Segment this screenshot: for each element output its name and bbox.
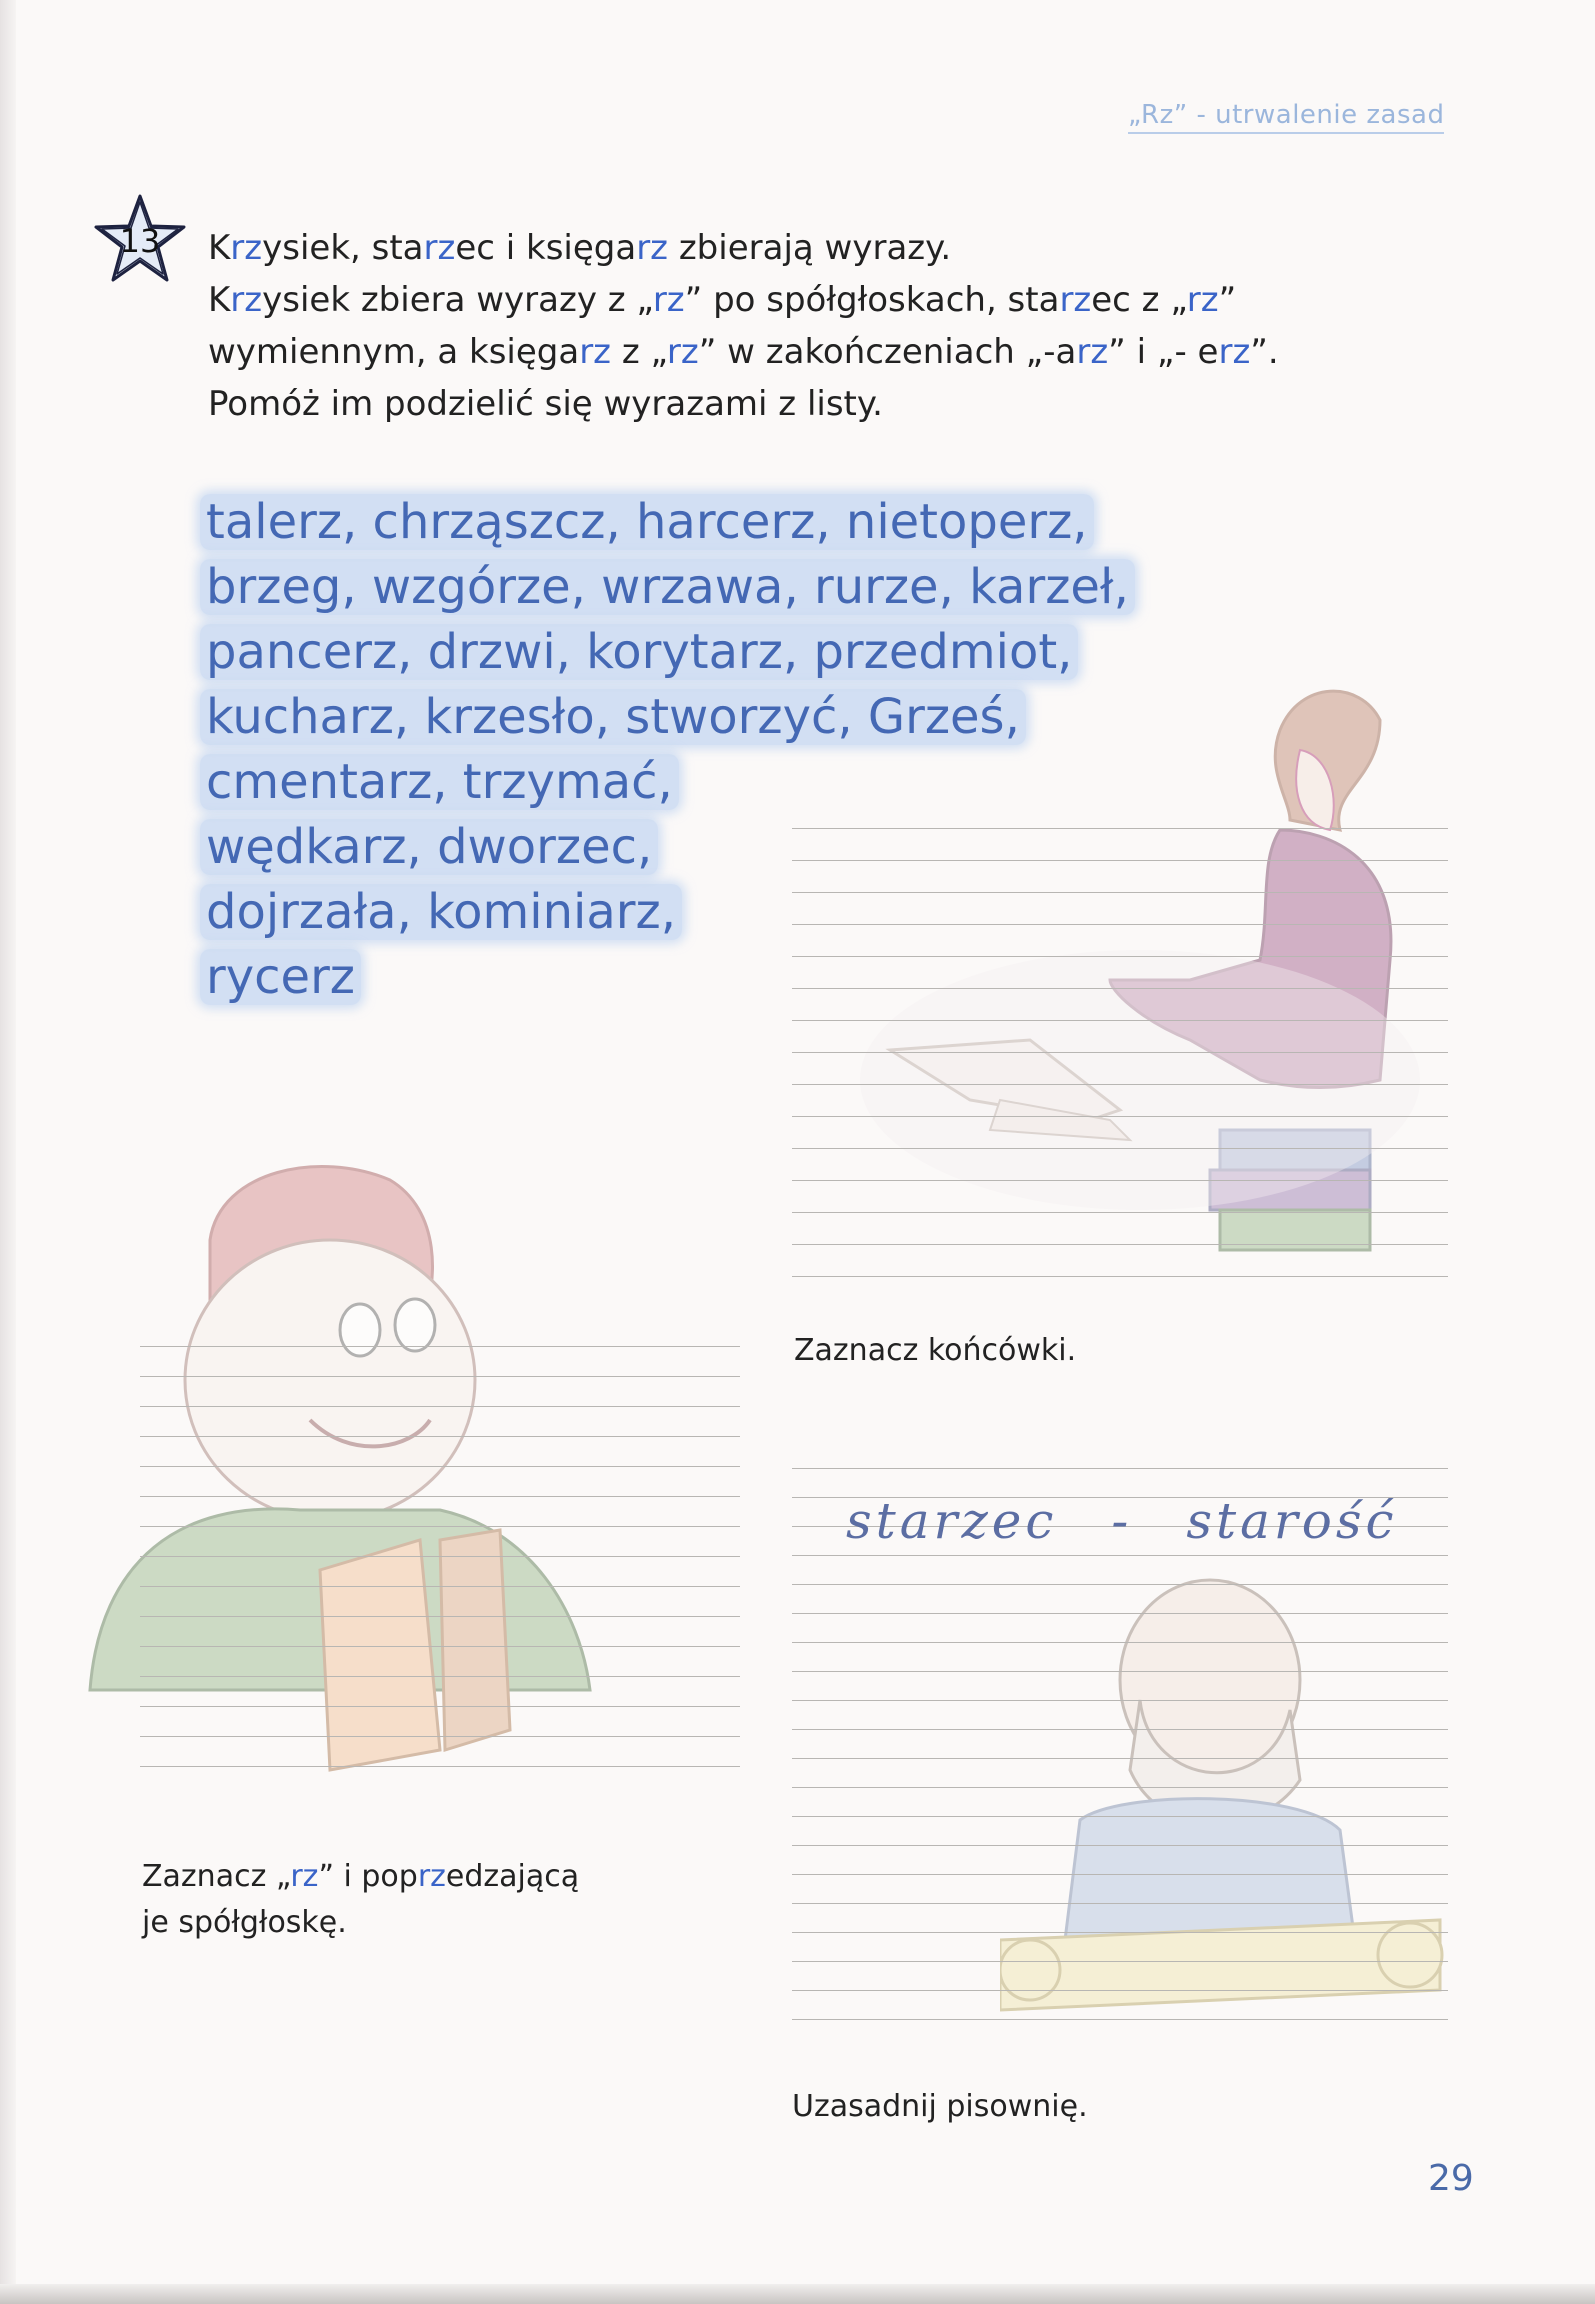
- instruction-line: [208, 326, 1279, 378]
- text-segment: ” w zakończeniach „-a: [698, 332, 1077, 372]
- word-list-text: brzeg, wzgórze, wrzawa, rurze, karzeł,: [200, 559, 1135, 615]
- word-list-text: rycerz: [200, 949, 361, 1005]
- example-dash: -: [1111, 1492, 1133, 1550]
- text-segment: K: [208, 280, 231, 320]
- highlighted-rz: rz: [290, 1859, 319, 1894]
- word-list-line: [200, 555, 1135, 620]
- highlighted-rz: rz: [230, 228, 263, 268]
- text-segment: ysiek, sta: [262, 228, 424, 268]
- word-list-text: talerz, chrząszcz, harcerz, nietoperz,: [200, 494, 1094, 550]
- caption-consonant-line: [142, 1854, 579, 1900]
- page-bottom-edge: [0, 2284, 1595, 2304]
- writing-lines-right-top: [792, 828, 1448, 1277]
- instruction-line: [208, 274, 1279, 326]
- text-segment: ”: [1218, 280, 1237, 320]
- word-list-text: cmentarz, trzymać,: [200, 754, 679, 810]
- example-word-1: starzec: [846, 1492, 1058, 1550]
- highlighted-rz: rz: [423, 228, 456, 268]
- text-segment: Pomóż im podzielić się wyrazami z listy.: [208, 384, 883, 424]
- caption-consonant-line: je spółgłoskę.: [142, 1905, 347, 1940]
- writing-lines-right-bottom: [792, 1468, 1448, 2020]
- highlighted-rz: rz: [417, 1859, 446, 1894]
- word-list-text: wędkarz, dworzec,: [200, 819, 658, 875]
- caption-endings: Zaznacz końcówki.: [794, 1333, 1077, 1368]
- word-list-line: [200, 490, 1135, 555]
- text-segment: z „: [611, 332, 667, 372]
- highlighted-rz: rz: [636, 228, 669, 268]
- text-segment: wymiennym, a księga: [208, 332, 580, 372]
- highlighted-rz: rz: [579, 332, 612, 372]
- caption-justify: Uzasadnij pisownię.: [792, 2089, 1088, 2124]
- exercise-badge: [92, 192, 188, 284]
- example-word-2: starość: [1186, 1492, 1398, 1550]
- running-header: „Rz” - utrwalenie zasad: [1128, 100, 1444, 134]
- text-segment: ec z „: [1091, 280, 1187, 320]
- exercise-number: 13: [119, 222, 161, 260]
- cursive-example: [846, 1492, 1398, 1550]
- text-segment: ec i księga: [455, 228, 637, 268]
- highlighted-rz: rz: [1218, 332, 1251, 372]
- highlighted-rz: rz: [230, 280, 263, 320]
- word-list-text: kucharz, krzesło, stworzyć, Grześ,: [200, 689, 1026, 745]
- instruction-line: [208, 378, 1279, 430]
- page-number: 29: [1428, 2158, 1474, 2199]
- instruction-line: [208, 222, 1279, 274]
- text-segment: ”.: [1250, 332, 1279, 372]
- caption-consonant: [142, 1854, 579, 1946]
- text-segment: ysiek zbiera wyrazy z „: [262, 280, 653, 320]
- text-segment: zbierają wyrazy.: [668, 228, 952, 268]
- text-segment: edzającą: [445, 1859, 580, 1894]
- highlighted-rz: rz: [666, 332, 699, 372]
- highlighted-rz: rz: [1076, 332, 1109, 372]
- text-segment: ” po spółgłoskach, sta: [684, 280, 1060, 320]
- text-segment: ” i „- e: [1108, 332, 1219, 372]
- page-edge-shadow: [0, 0, 16, 2304]
- text-segment: ” i pop: [318, 1859, 418, 1894]
- exercise-instructions: [208, 222, 1279, 430]
- writing-lines-left: [140, 1346, 740, 1767]
- text-segment: Zaznacz „: [142, 1859, 291, 1894]
- word-list-text: pancerz, drzwi, korytarz, przedmiot,: [200, 624, 1078, 680]
- highlighted-rz: rz: [1059, 280, 1092, 320]
- text-segment: K: [208, 228, 231, 268]
- highlighted-rz: rz: [652, 280, 685, 320]
- word-list-text: dojrzała, kominiarz,: [200, 884, 682, 940]
- highlighted-rz: rz: [1186, 280, 1219, 320]
